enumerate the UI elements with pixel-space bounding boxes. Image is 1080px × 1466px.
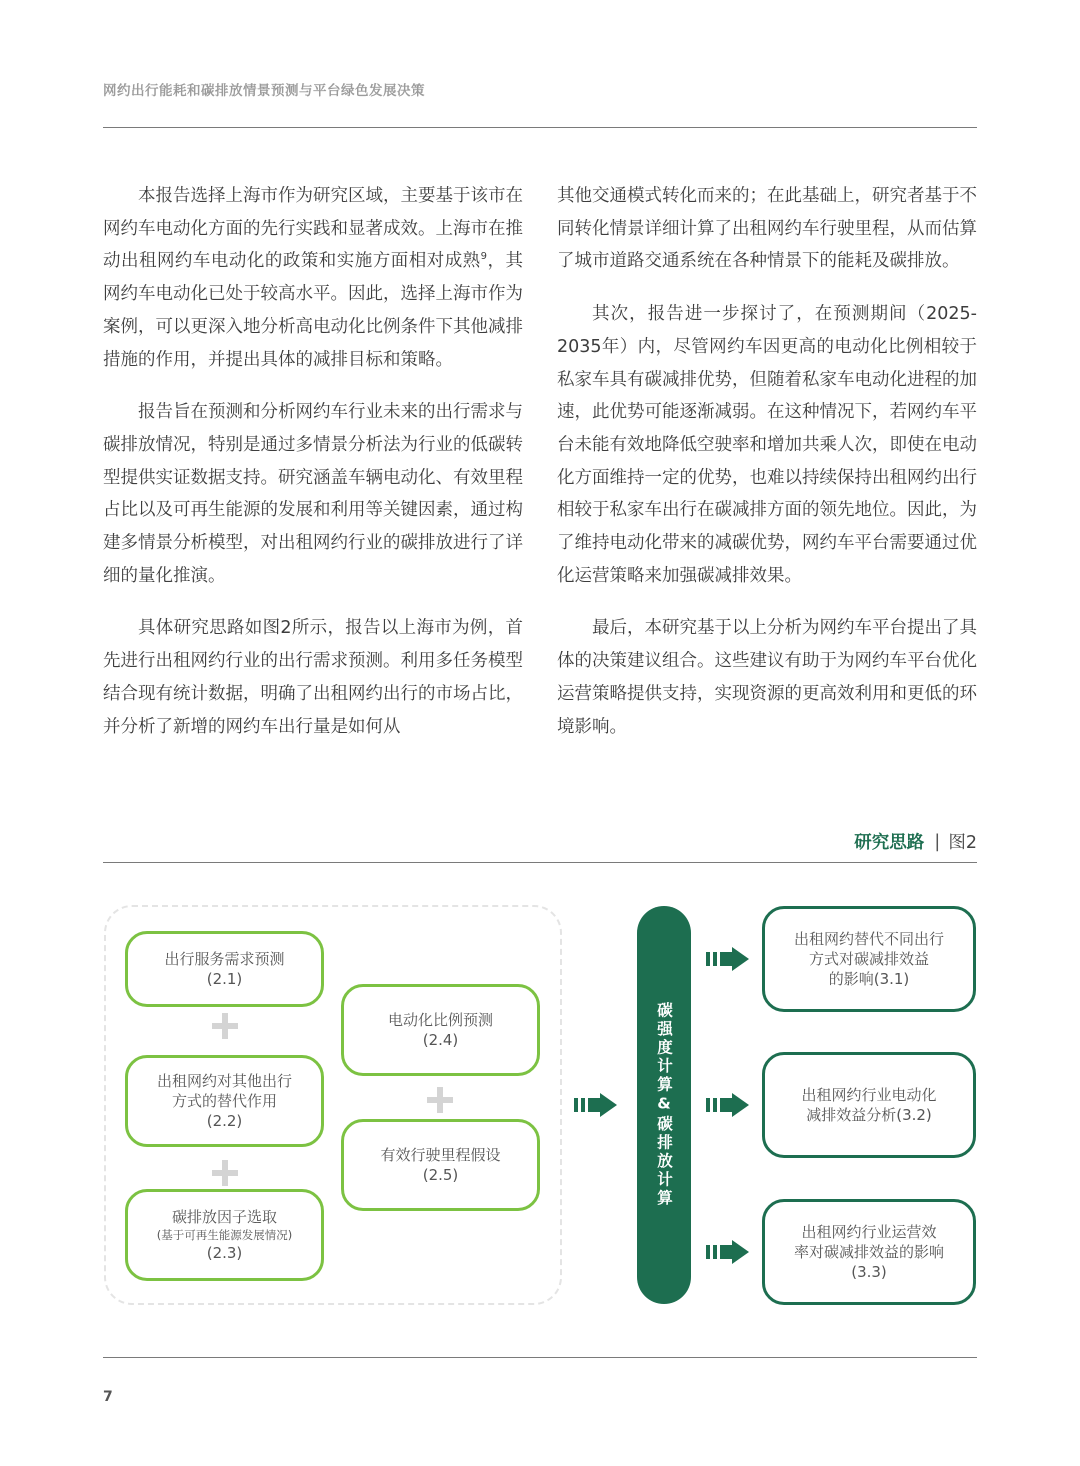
- flow-arrow-icon: [706, 947, 749, 971]
- output-box-3-3: 出租网约行业运营效 率对碳减排效益的影响 (3.3): [762, 1199, 976, 1305]
- plus-icon: [212, 1160, 238, 1186]
- flow-arrow-icon: [706, 1240, 749, 1264]
- running-head: 网约出行能耗和碳排放情景预测与平台绿色发展决策: [103, 83, 425, 99]
- footnote-ref[interactable]: 9: [480, 251, 488, 263]
- paragraph: 本报告选择上海市作为研究区域，主要基于该市在网约车电动化方面的先行实践和显著成效。上海市在推动出租网约车电动化的政策和实施方面相对成熟$^9$，其网约车电动化已处于较高水平。因此，选择上海市作为案例，可以更深入地分析高电动化比例条件下其他减排措施的作用，并提出具体的减排目标和策略。: [103, 186, 523, 370]
- plus-icon: [427, 1087, 453, 1113]
- flow-arrow-icon: [574, 1093, 617, 1117]
- left-column: [103, 180, 523, 763]
- figure-caption: [854, 829, 977, 854]
- input-box-2-5: 有效行驶里程假设 (2.5): [341, 1119, 540, 1211]
- paragraph: 其他交通模式转化而来的；在此基础上，研究者基于不同转化情景详细计算了出租网约车行驶里程，从而估算了城市道路交通系统在各种情景下的能耗及碳排放。: [557, 186, 977, 272]
- input-box-2-2: 出租网约对其他出行 方式的替代作用 (2.2): [125, 1055, 324, 1147]
- plus-icon: [212, 1013, 238, 1039]
- paragraph: 报告旨在预测和分析网约车行业未来的出行需求与碳排放情况，特别是通过多情景分析法为行业的低碳转型提供实证数据支持。研究涵盖车辆电动化、有效里程占比以及可再生能源的发展和利用等关键因素，通过构建多情景分析模型，对出租网约行业的碳排放进行了详细的量化推演。: [103, 402, 523, 586]
- figure-rule: [103, 862, 977, 863]
- output-box-3-2: 出租网约行业电动化 减排效益分析(3.2): [762, 1052, 976, 1158]
- figure-number: 图2: [948, 833, 977, 853]
- flow-arrow-icon: [706, 1093, 749, 1117]
- right-column: [557, 180, 977, 763]
- bottom-rule: [103, 1357, 977, 1358]
- caption-separator: |: [934, 831, 941, 852]
- figure-title: 研究思路: [854, 833, 925, 853]
- top-rule: [103, 127, 977, 128]
- paragraph: 其次，报告进一步探讨了，在预测期间（2025-2035年）内，尽管网约车因更高的电动化比例相较于私家车具有碳减排优势，但随着私家车电动化进程的加速，此优势可能逐渐减弱。在这种情况下，若网约车平台未能有效地降低空驶率和增加共乘人次，即使在电动化方面维持一定的优势，也难以持续保持出租网约出行相较于私家车出行在碳减排方面的领先地位。因此，为了维持电动化带来的减碳优势，网约车平台需要通过优化运营策略来加强碳减排效果。: [557, 304, 977, 586]
- paragraph: 最后，本研究基于以上分析为网约车平台提出了具体的决策建议组合。这些建议有助于为网约车平台优化运营策略提供支持，实现资源的更高效利用和更低的环境影响。: [557, 618, 977, 737]
- paragraph: 具体研究思路如图2所示，报告以上海市为例，首先进行出租网约行业的出行需求预测。利用多任务模型结合现有统计数据，明确了出租网约出行的市场占比，并分析了新增的网约车出行量是如何从: [103, 618, 523, 737]
- input-box-2-3: 碳排放因子选取 (基于可再生能源发展情况) (2.3): [125, 1189, 324, 1281]
- page-number: 7: [103, 1389, 113, 1405]
- input-box-2-1: 出行服务需求预测 (2.1): [125, 931, 324, 1007]
- input-box-2-4: 电动化比例预测 (2.4): [341, 984, 540, 1076]
- inputs-panel: [104, 905, 562, 1305]
- output-box-3-1: 出租网约替代不同出行 方式对碳减排效益 的影响(3.1): [762, 906, 976, 1012]
- calculation-pill: 碳强度计算&碳排放计算: [637, 906, 691, 1304]
